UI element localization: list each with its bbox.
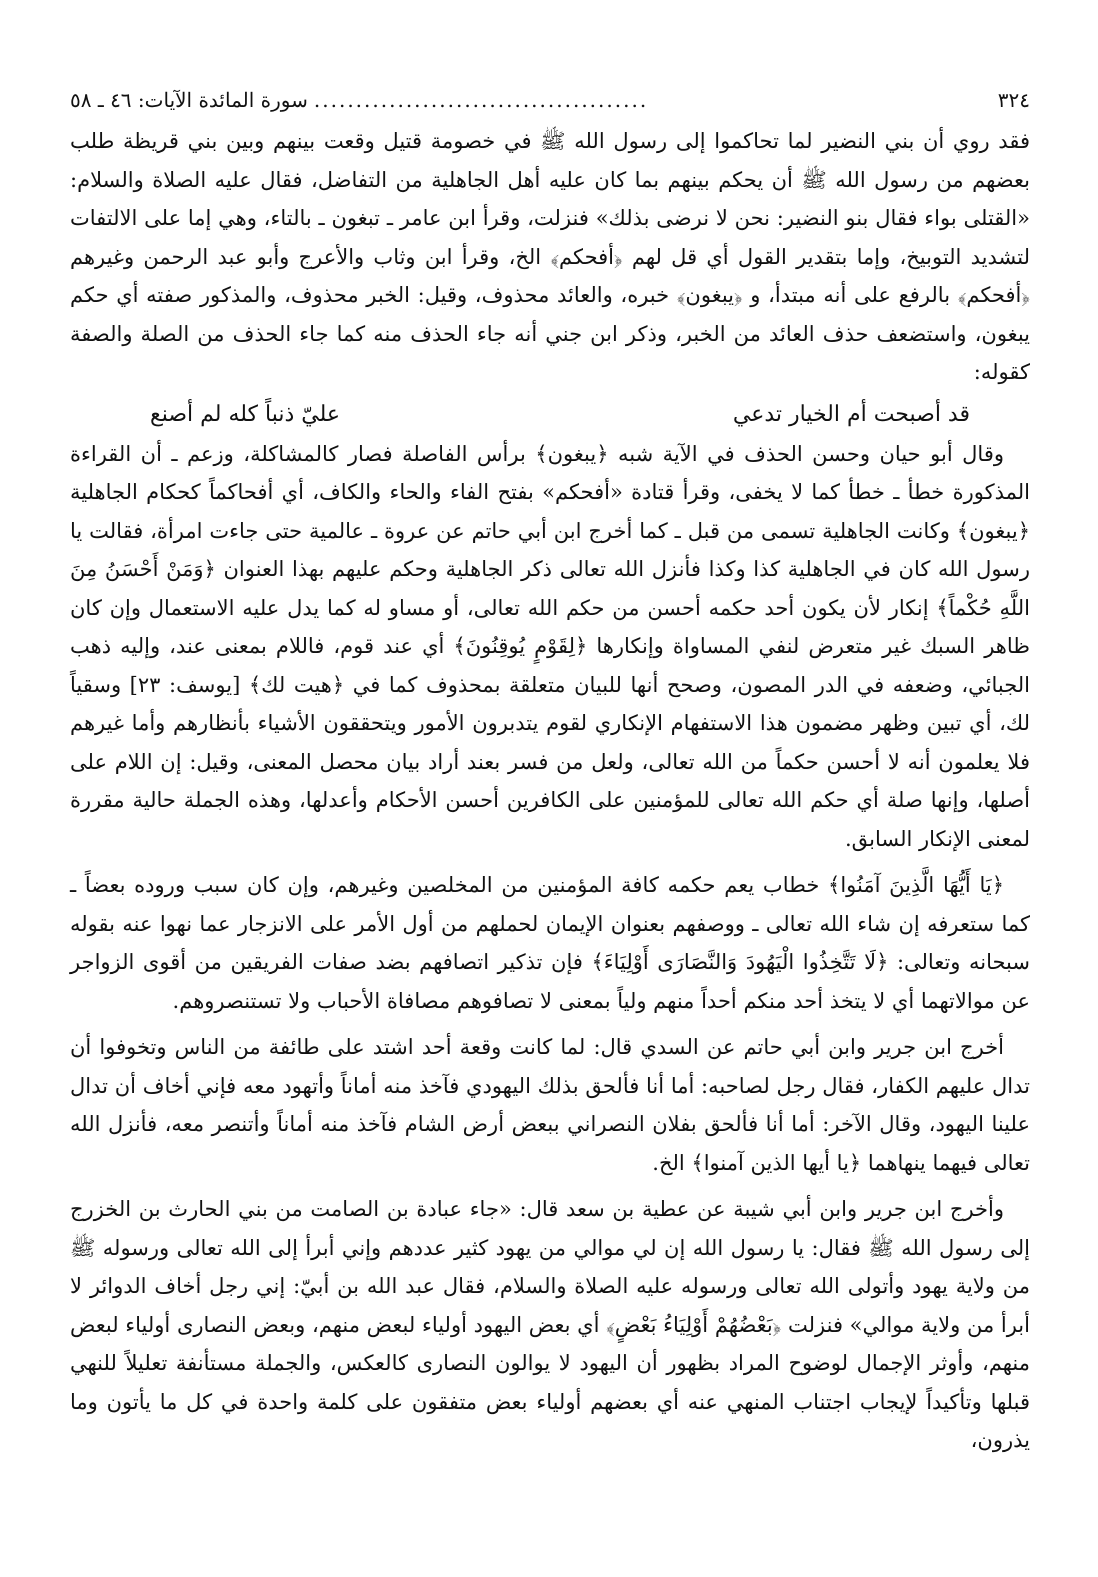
paragraph-2: وقال أبو حيان وحسن الحذف في الآية شبه ﴿يبغون﴾ برأس الفاصلة فصار كالمشاكلة، وزعم ـ أن القراءة المذكورة خطأ ـ خطأ كما لا يخفى، وقرأ قتادة «أفحكم» بفتح الفاء والحاء والكاف، أي أفحاكماً كحكام الجاهلية ﴿يبغون﴾ وكانت الجاهلية تسمى من قبل ـ كما أخرج ابن أبي حاتم عن عروة ـ عالمية حتى جاءت امرأة، فقالت يا رسول الله كان في الجاهلية كذا وكذا فأنزل الله تعالى ذكر الجاهلية وحكم عليهم بهذا العنوان ﴿وَمَنْ أَحْسَنُ مِنَ اللَّهِ حُكْماً﴾ إنكار لأن يكون أحد حكمه أحسن من حكم الله تعالى، أو مساو له كما يدل عليه الاستعمال وإن كان ظاهر السبك غير متعرض لنفي المساواة وإنكارها ﴿لِقَوْمٍ يُوقِنُونَ﴾ أي عند قوم، فاللام بمعنى عند، وإليه ذهب الجبائي، وضعفه في الدر المصون، وصحح أنها للبيان متعلقة بمحذوف كما في ﴿هيت لك﴾ [يوسف: ٢٣] وسقياً لك، أي تبين وظهر مضمون هذا الاستفهام الإنكاري لقوم يتدبرون الأمور ويتحققون الأشياء بأنظارهم وأما غيرهم فلا يعلمون أنه لا أحسن حكماً من الله تعالى، ولعل من فسر بعند أراد بيان محصل المعنى، وقيل: إن اللام على أصلها، وإنها صلة أي حكم الله تعالى للمؤمنين على الكافرين أحسن الأحكام وأعدلها، وهذه الجملة حالية مقررة لمعنى الإنكار السابق. bbox=[70, 441, 1030, 851]
page-number: ٣٢٤ bbox=[997, 88, 1030, 112]
paragraph-4: أخرج ابن جرير وابن أبي حاتم عن السدي قال: لما كانت وقعة أحد اشتد على طائفة من الناس وتخوفوا أن تدال عليهم الكفار، فقال رجل لصاحبه: أما أنا فألحق بذلك اليهودي فآخذ منه أماناً وأتهود معه فإني أخاف أن تدال علينا اليهود، وقال الآخر: أما أنا فألحق بفلان النصراني ببعض أرض الشام فآخذ منه أماناً وأتنصر معه، فأنزل الله تعالى فيهما ينهاهما ﴿يا أيها الذين آمنوا﴾ الخ. bbox=[70, 1035, 1030, 1175]
running-title-group bbox=[70, 88, 648, 112]
verse-second-hemistich: عليّ ذنباً كله لم أصنع bbox=[150, 401, 341, 427]
page-header bbox=[70, 88, 1030, 122]
paragraph-3: ﴿يَا أَيُّهَا الَّذِينَ آمَنُوا﴾ خطاب يعم حكمه كافة المؤمنين من المخلصين وغيرهم، وإن كان سبب وروده بعضاً ـ كما ستعرفه إن شاء الله تعالى ـ ووصفهم بعنوان الإيمان لحملهم من أول الأمر على الانزجار عما نهوا عنه بقوله سبحانه وتعالى: ﴿لَا تَتَّخِذُوا الْيَهُودَ وَالنَّصَارَى أَوْلِيَاءَ﴾ فإن تذكير اتصافهم بضد صفات الفريقين من أقوى الزواجر عن موالاتهما أي لا يتخذ أحد منكم أحداً منهم ولياً بمعنى لا تصافوهم مصافاة الأحباب ولا تستنصروهم. bbox=[70, 873, 1030, 1013]
document-page bbox=[70, 88, 1030, 1460]
paragraph-1: فقد روي أن بني النضير لما تحاكموا إلى رسول الله ﷺ في خصومة قتيل وقعت بينهم وبين بني قريظة طلب بعضهم من رسول الله ﷺ أن يحكم بينهم بما كان عليه أهل الجاهلية من التفاضل، فقال عليه الصلاة والسلام: «القتلى بواء فقال بنو النضير: نحن لا نرضى بذلك» فنزلت، وقرأ ابن عامر ـ تبغون ـ بالتاء، وهي إما على الالتفات لتشديد التوبيخ، وإما بتقدير القول أي قل لهم ﴿أفحكم﴾ الخ، وقرأ ابن وثاب والأعرج وأبو عبد الرحمن وغيرهم ﴿أفحكم﴾ بالرفع على أنه مبتدأ، و ﴿يبغون﴾ خبره، والعائد محذوف، وقيل: الخبر محذوف، والمذكور صفته أي حكم يبغون، واستضعف حذف العائد من الخبر، وذكر ابن جني أنه جاء الحذف منه كما جاء الحذف من الصلة والصفة كقوله: bbox=[70, 129, 1030, 384]
verse-first-hemistich: قد أصبحت أم الخيار تدعي bbox=[732, 401, 970, 427]
paragraph-5: وأخرج ابن جرير وابن أبي شيبة عن عطية بن سعد قال: «جاء عبادة بن الصامت من بني الحارث بن الخزرج إلى رسول الله ﷺ فقال: يا رسول الله إن لي موالي من يهود كثير عددهم وإني أبرأ إلى الله تعالى ورسوله ﷺ من ولاية يهود وأتولى الله تعالى ورسوله عليه الصلاة والسلام، فقال عبد الله بن أبيّ: إني رجل أخاف الدوائر لا أبرأ من ولاية موالي» فنزلت ﴿بَعْضُهُمْ أَوْلِيَاءُ بَعْضٍ﴾ أي بعض اليهود أولياء لبعض منهم، وبعض النصارى أولياء لبعض منهم، وأوثر الإجمال لوضوح المراد بظهور أن اليهود لا يوالون النصارى كالعكس، والجملة مستأنفة تعليلاً للنهي قبلها وتأكيداً لإيجاب اجتناب المنهي عنه أي بعضهم أولياء بعض متفقون على كلمة واحدة في كل ما يأتون وما يذرون، bbox=[70, 1197, 1030, 1452]
chapter-title: سورة المائدة الآيات: ٤٦ ـ ٥٨ bbox=[70, 88, 308, 112]
poetry-verse bbox=[70, 392, 1030, 435]
leader-dots: ........................................ bbox=[313, 88, 649, 112]
